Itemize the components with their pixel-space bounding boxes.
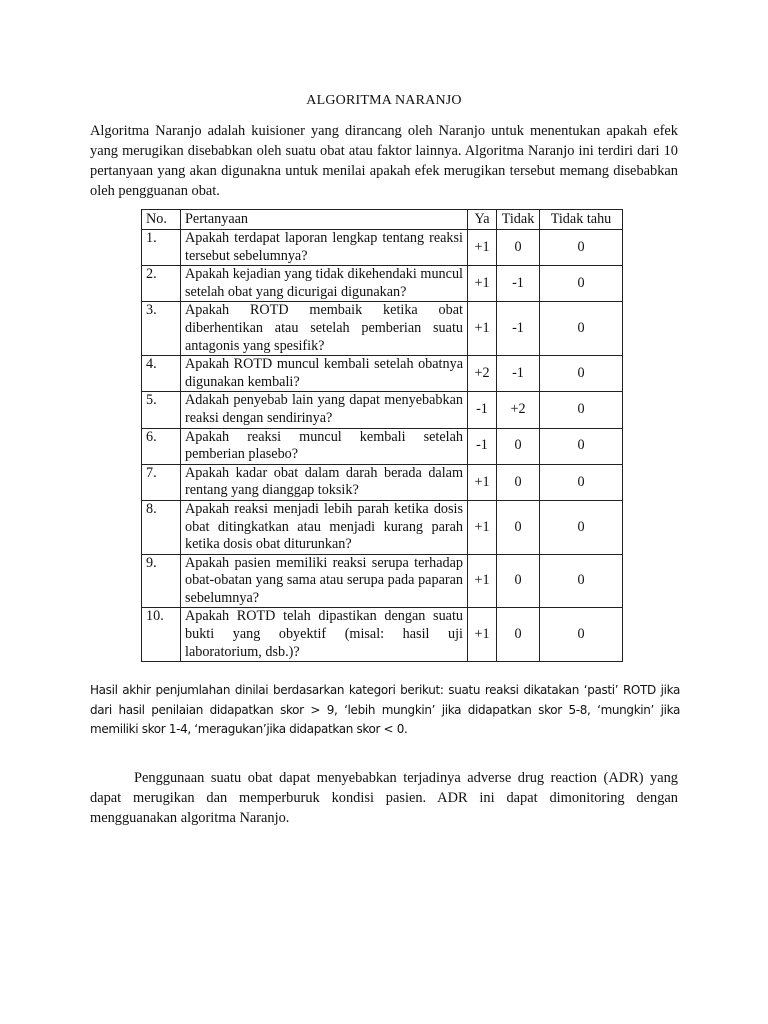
- row-question: Apakah ROTD telah dipastikan dengan suatu bukti yang obyektif (misal: hasil uji laboratorium, dsb.)?: [181, 608, 468, 662]
- row-no: 10.: [142, 608, 181, 662]
- row-tidak-tahu-score: 0: [540, 302, 623, 356]
- row-tidak-tahu-score: 0: [540, 500, 623, 554]
- row-question: Adakah penyebab lain yang dapat menyebabkan reaksi dengan sendirinya?: [181, 392, 468, 428]
- row-no: 2.: [142, 266, 181, 302]
- header-tidak-tahu: Tidak tahu: [540, 210, 623, 230]
- row-question: Apakah reaksi muncul kembali setelah pemberian plasebo?: [181, 428, 468, 464]
- row-no: 4.: [142, 356, 181, 392]
- row-tidak-score: 0: [497, 428, 540, 464]
- intro-paragraph: Algoritma Naranjo adalah kuisioner yang dirancang oleh Naranjo untuk menentukan apakah efek yang merugikan disebabkan oleh suatu obat atau faktor lainnya. Algoritma Naranjo ini terdiri dari 10 pertanyaan yang akan digunakna untuk menilai apakah efek merugikan tersebut memang disebabkan oleh pengguanan obat.: [90, 123, 678, 199]
- table-row: [142, 392, 623, 428]
- header-ya: Ya: [468, 210, 497, 230]
- row-ya-score: +1: [468, 554, 497, 608]
- row-tidak-score: 0: [497, 608, 540, 662]
- row-tidak-score: 0: [497, 464, 540, 500]
- row-question: Apakah kadar obat dalam darah berada dalam rentang yang dianggap toksik?: [181, 464, 468, 500]
- row-tidak-tahu-score: 0: [540, 266, 623, 302]
- row-no: 5.: [142, 392, 181, 428]
- page-title: ALGORITMA NARANJO: [306, 93, 462, 108]
- row-ya-score: +1: [468, 230, 497, 266]
- table-row: [142, 554, 623, 608]
- row-tidak-score: 0: [497, 500, 540, 554]
- table-row: [142, 230, 623, 266]
- scoring-note: Hasil akhir penjumlahan dinilai berdasarkan kategori berikut: suatu reaksi dikatakan ‘pasti’ ROTD jika dari hasil penilaian didapatkan skor > 9, ‘lebih mungkin’ jika didapatkan skor 5-8, ‘mungkin’ jika memiliki skor 1-4, ‘meragukan’jika didapatkan skor < 0.: [90, 683, 680, 736]
- row-tidak-score: -1: [497, 302, 540, 356]
- row-tidak-score: +2: [497, 392, 540, 428]
- row-tidak-tahu-score: 0: [540, 428, 623, 464]
- row-no: 6.: [142, 428, 181, 464]
- row-ya-score: +1: [468, 608, 497, 662]
- row-ya-score: +2: [468, 356, 497, 392]
- row-tidak-tahu-score: 0: [540, 356, 623, 392]
- row-tidak-tahu-score: 0: [540, 464, 623, 500]
- row-question: Apakah ROTD muncul kembali setelah obatnya digunakan kembali?: [181, 356, 468, 392]
- row-question: Apakah ROTD membaik ketika obat diberhentikan atau setelah pemberian suatu antagonis yang spesifik?: [181, 302, 468, 356]
- table-row: [142, 302, 623, 356]
- row-tidak-tahu-score: 0: [540, 554, 623, 608]
- table-row: [142, 428, 623, 464]
- table-row: [142, 464, 623, 500]
- row-tidak-score: 0: [497, 554, 540, 608]
- row-ya-score: -1: [468, 392, 497, 428]
- row-question: Apakah terdapat laporan lengkap tentang reaksi tersebut sebelumnya?: [181, 230, 468, 266]
- row-ya-score: +1: [468, 302, 497, 356]
- header-tidak: Tidak: [497, 210, 540, 230]
- row-tidak-tahu-score: 0: [540, 608, 623, 662]
- row-no: 3.: [142, 302, 181, 356]
- row-tidak-tahu-score: 0: [540, 392, 623, 428]
- table-row: [142, 356, 623, 392]
- table-row: [142, 500, 623, 554]
- table-row: [142, 608, 623, 662]
- row-ya-score: +1: [468, 464, 497, 500]
- row-no: 9.: [142, 554, 181, 608]
- row-ya-score: +1: [468, 266, 497, 302]
- table-row: [142, 266, 623, 302]
- row-ya-score: -1: [468, 428, 497, 464]
- row-ya-score: +1: [468, 500, 497, 554]
- row-tidak-score: -1: [497, 266, 540, 302]
- row-question: Apakah reaksi menjadi lebih parah ketika dosis obat ditingkatkan atau menjadi kurang parah ketika dosis obat diturunkan?: [181, 500, 468, 554]
- row-no: 1.: [142, 230, 181, 266]
- naranjo-table: [141, 209, 623, 662]
- row-question: Apakah pasien memiliki reaksi serupa terhadap obat-obatan yang sama atau serupa pada paparan sebelumnya?: [181, 554, 468, 608]
- table-header-row: [142, 210, 623, 230]
- row-no: 7.: [142, 464, 181, 500]
- header-pertanyaan: Pertanyaan: [181, 210, 468, 230]
- row-tidak-score: -1: [497, 356, 540, 392]
- row-question: Apakah kejadian yang tidak dikehendaki muncul setelah obat yang dicurigai digunakan?: [181, 266, 468, 302]
- header-no: No.: [142, 210, 181, 230]
- row-tidak-score: 0: [497, 230, 540, 266]
- row-tidak-tahu-score: 0: [540, 230, 623, 266]
- row-no: 8.: [142, 500, 181, 554]
- closing-paragraph: Penggunaan suatu obat dapat menyebabkan terjadinya adverse drug reaction (ADR) yang dapat merugikan dan memperburuk kondisi pasien. ADR ini dapat dimonitoring dengan mengguanakan algoritma Naranjo.: [90, 770, 678, 826]
